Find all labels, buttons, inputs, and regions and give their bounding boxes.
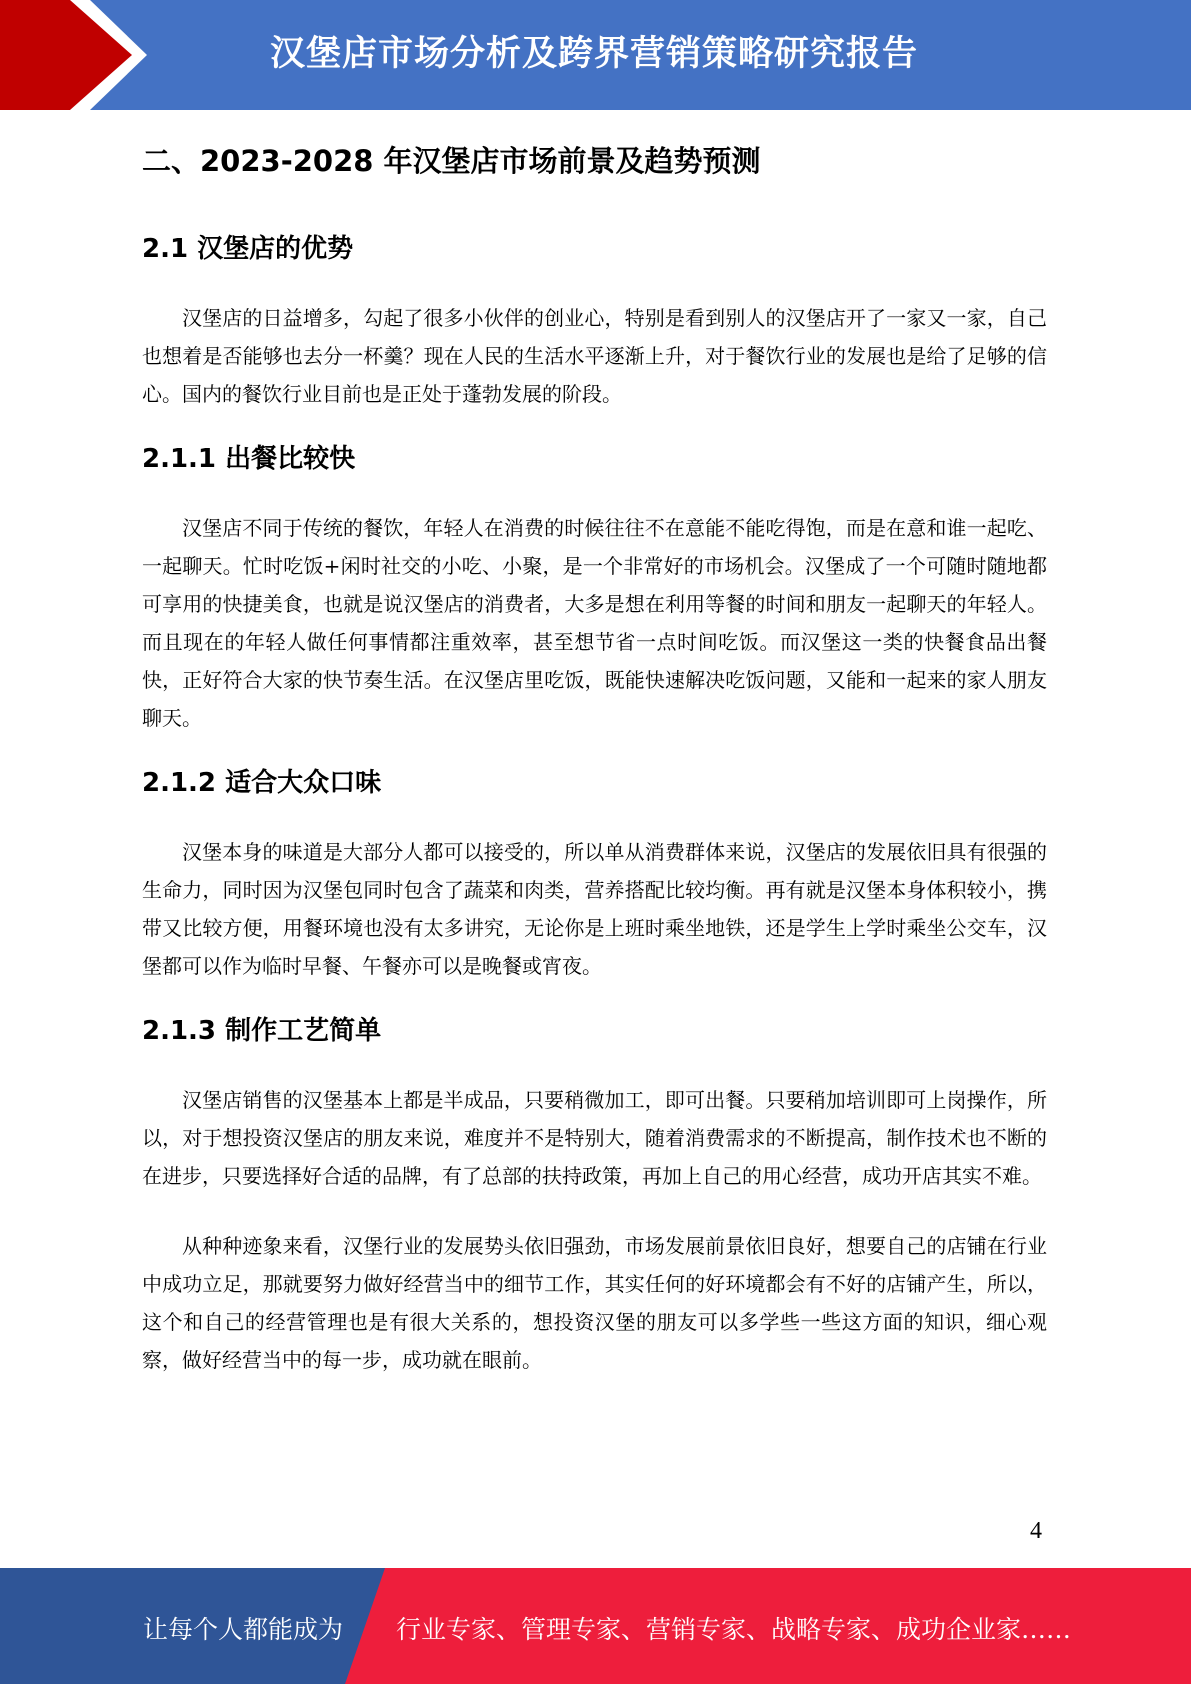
header-title: 汉堡店市场分析及跨界营销策略研究报告: [270, 34, 919, 74]
section-heading: 2.1.1 出餐比较快: [142, 444, 356, 474]
body-paragraph: 汉堡店的日益增多，勾起了很多小伙伴的创业心，特别是看到别人的汉堡店开了一家又一家，自己也想着是否能够也去分一杯羹？现在人民的生活水平逐渐上升，对于餐饮行业的发展也是给了足够的信心。国内的餐饮行业目前也是正处于蓬勃发展的阶段。: [142, 306, 1047, 406]
body-paragraph: 汉堡店销售的汉堡基本上都是半成品，只要稍微加工，即可出餐。只要稍加培训即可上岗操作，所以，对于想投资汉堡店的朋友来说，难度并不是特别大，随着消费需求的不断提高，制作技术也不断的在进步，只要选择好合适的品牌，有了总部的扶持政策，再加上自己的用心经营，成功开店其实不难。: [142, 1088, 1047, 1188]
page-number: 4: [1030, 1518, 1042, 1544]
section-heading: 2.1 汉堡店的优势: [142, 234, 354, 264]
document-body: [142, 135, 1047, 1379]
section-heading: 2.1.2 适合大众口味: [142, 768, 382, 798]
footer-slogan: 让每个人都能成为: [143, 1615, 344, 1644]
section-heading: 2.1.3 制作工艺简单: [142, 1016, 382, 1046]
page-header: [0, 0, 1191, 110]
page-footer: [0, 1568, 1191, 1684]
body-paragraph: 汉堡本身的味道是大部分人都可以接受的，所以单从消费群体来说，汉堡店的发展依旧具有很强的生命力，同时因为汉堡包同时包含了蔬菜和肉类，营养搭配比较均衡。再有就是汉堡本身体积较小，携带又比较方便，用餐环境也没有太多讲究，无论你是上班时乘坐地铁，还是学生上学时乘坐公交车，汉堡都可以作为临时早餐、午餐亦可以是晚餐或宵夜。: [142, 840, 1047, 978]
body-paragraph: 从种种迹象来看，汉堡行业的发展势头依旧强劲，市场发展前景依旧良好，想要自己的店铺在行业中成功立足，那就要努力做好经营当中的细节工作，其实任何的好环境都会有不好的店铺产生，所以，这个和自己的经营管理也是有很大关系的，想投资汉堡的朋友可以多学些一些这方面的知识，细心观察，做好经营当中的每一步，成功就在眼前。: [142, 1234, 1047, 1372]
chapter-title: 二、2023-2028 年汉堡店市场前景及趋势预测: [142, 144, 761, 178]
footer-tagline: 行业专家、管理专家、营销专家、战略专家、成功企业家……: [396, 1615, 1072, 1644]
body-paragraph: 汉堡店不同于传统的餐饮，年轻人在消费的时候往往不在意能不能吃得饱，而是在意和谁一起吃、一起聊天。忙时吃饭+闲时社交的小吃、小聚，是一个非常好的市场机会。汉堡成了一个可随时随地都可享用的快捷美食，也就是说汉堡店的消费者，大多是想在利用等餐的时间和朋友一起聊天的年轻人。而且现在的年轻人做任何事情都注重效率，甚至想节省一点时间吃饭。而汉堡这一类的快餐食品出餐快，正好符合大家的快节奏生活。在汉堡店里吃饭，既能快速解决吃饭问题，又能和一起来的家人朋友聊天。: [142, 516, 1047, 730]
